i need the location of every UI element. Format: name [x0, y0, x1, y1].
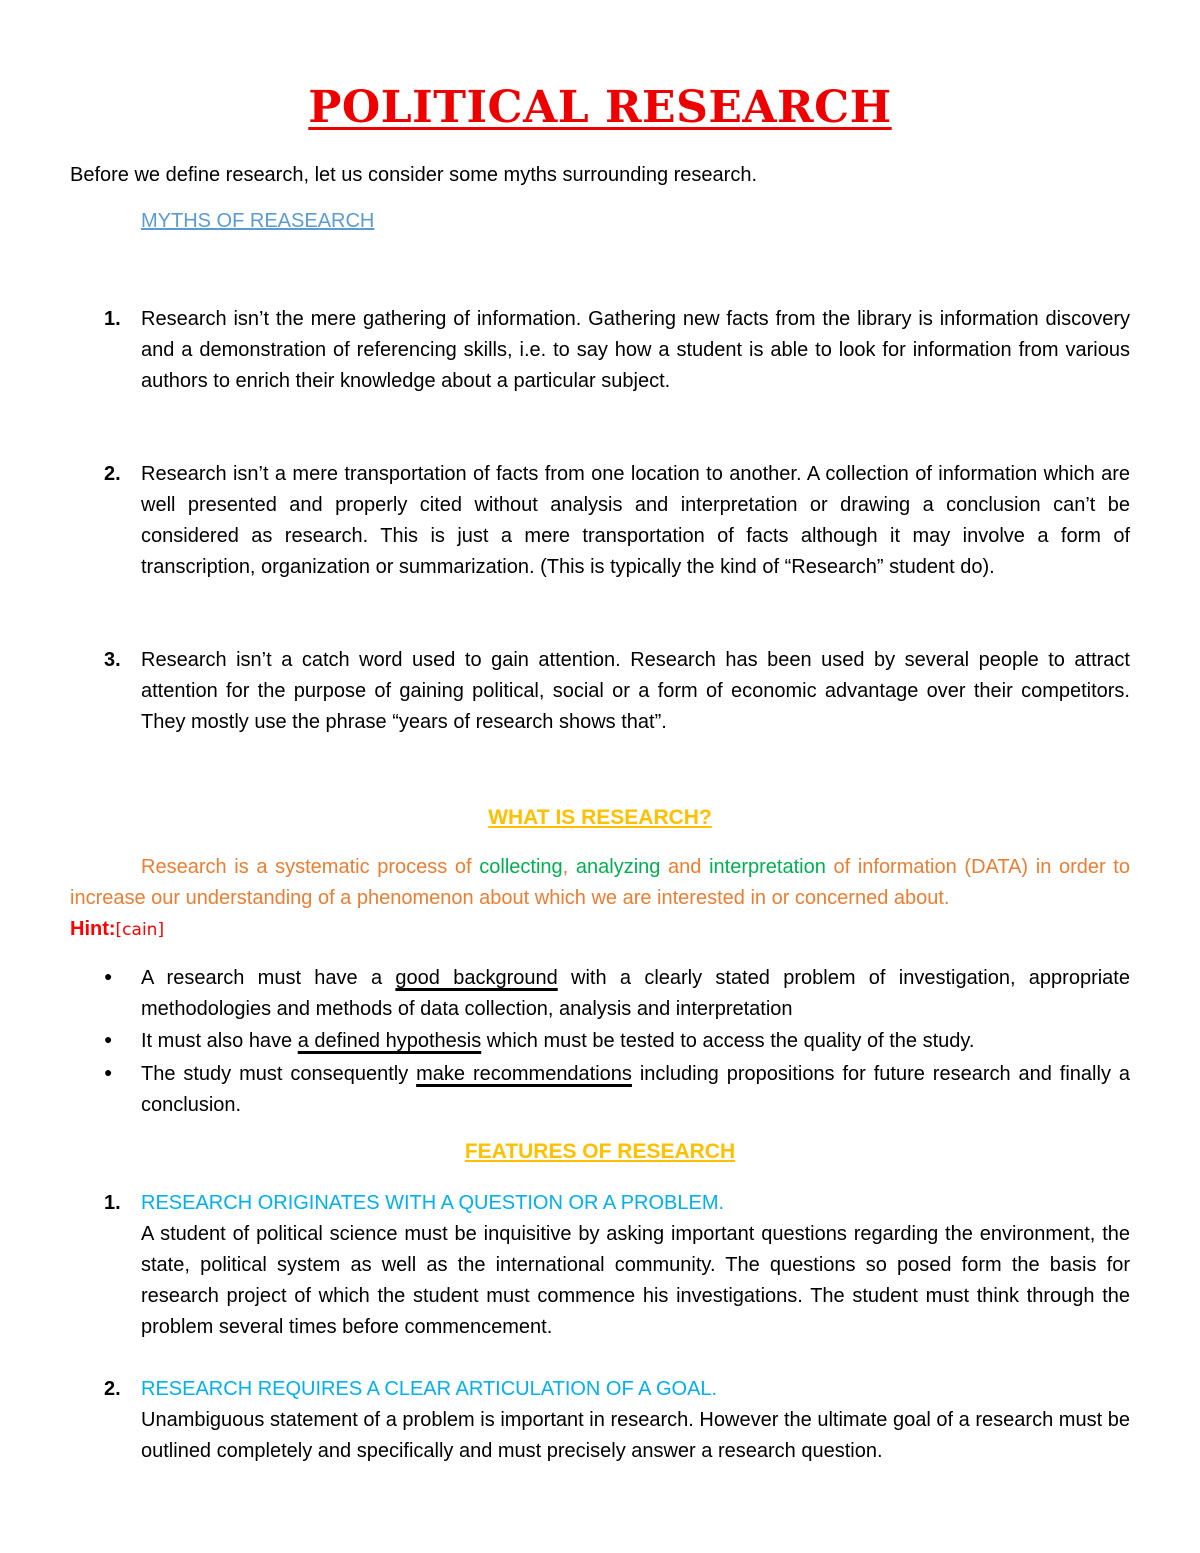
bullet-text: A research must have a	[141, 967, 396, 989]
feature-text-1: A student of political science must be inquisitive by asking important questions regarding the environment, the state, political system as well as the international community. The questions so posed form the basis for research project of which the student must commence his investigations. The student must think through the problem several times before commencement.	[141, 1223, 1130, 1338]
bullet-item-2	[141, 1026, 1130, 1057]
definition-separator: ,	[562, 856, 576, 878]
feature-title-1: RESEARCH ORIGINATES WITH A QUESTION OR A PROBLEM.	[141, 1192, 725, 1214]
bullet-text: It must also have	[141, 1030, 298, 1052]
bullet-text: with a clearly stated problem of investigation, appropriate methodologies and methods of data collection, analysis and interpretation	[141, 967, 1130, 1020]
bullet-text: which must be tested to access the quality of the study.	[481, 1030, 975, 1052]
definition-separator: and	[660, 856, 710, 878]
what-is-research-heading: WHAT IS RESEARCH?	[488, 806, 712, 829]
bullet-icon: ●	[104, 1031, 113, 1047]
bullet-item-1	[141, 963, 1130, 1025]
page-title: POLITICAL RESEARCH	[308, 82, 892, 133]
hint-value: [cain]	[115, 920, 165, 940]
features-heading: FEATURES OF RESEARCH	[464, 1140, 736, 1163]
myth-item-3: Research isn’t a catch word used to gain attention. Research has been used by several people to attract attention for the purpose of gaining political, social or a form of economic advantage over their competitors. They mostly use the phrase “years of research shows that”.	[141, 649, 1130, 733]
bullet-text: The study must consequently	[141, 1063, 417, 1085]
feature-title-2: RESEARCH REQUIRES A CLEAR ARTICULATION OF A GOAL.	[141, 1378, 718, 1400]
myth-item-1: Research isn’t the mere gathering of information. Gathering new facts from the library is information discovery and a demonstration of referencing skills, i.e. to say how a student is able to look for information from various authors to enrich their knowledge about a particular subject.	[141, 308, 1130, 392]
intro-paragraph: Before we define research, let us consider some myths surrounding research.	[70, 164, 758, 186]
myth-number: 3.	[104, 649, 121, 671]
myth-item-2: Research isn’t a mere transportation of facts from one location to another. A collection of information which are well presented and properly cited without analysis and interpretation or drawing a conclusion can’t be considered as research. This is just a mere transportation of facts although it may involve a form of transcription, organization or summarization. (This is typically the kind of “Research” student do).	[141, 463, 1130, 578]
bullet-icon: ●	[104, 1064, 113, 1080]
feature-text-2: Unambiguous statement of a problem is important in research. However the ultimate goal of a research must be outlined completely and specifically and must precisely answer a research question.	[141, 1409, 1130, 1462]
bullet-key-phrase: make recommendations	[416, 1063, 632, 1085]
bullet-item-3	[141, 1059, 1130, 1121]
keyword-collecting: collecting	[479, 856, 563, 878]
myth-number: 2.	[104, 463, 121, 485]
bullet-text: including propositions for future research and finally a conclusion.	[141, 1063, 1130, 1116]
keyword-interpretation: interpretation	[709, 856, 826, 878]
myth-number: 1.	[104, 308, 121, 330]
bullet-key-phrase: a defined hypothesis	[297, 1030, 482, 1052]
bullet-key-phrase: good background	[395, 967, 558, 989]
research-definition	[70, 852, 1130, 946]
feature-number: 1.	[104, 1192, 121, 1214]
feature-number: 2.	[104, 1378, 121, 1400]
hint-label: Hint:	[70, 918, 116, 940]
bullet-icon: ●	[104, 968, 113, 984]
definition-text: of information (DATA) in order to increase our understanding of a phenomenon about which we are interested in or concerned about.	[70, 856, 1130, 909]
keyword-analyzing: analyzing	[575, 856, 661, 878]
myths-heading: MYTHS OF REASEARCH	[141, 210, 375, 232]
definition-text: Research is a systematic process of	[141, 856, 480, 878]
